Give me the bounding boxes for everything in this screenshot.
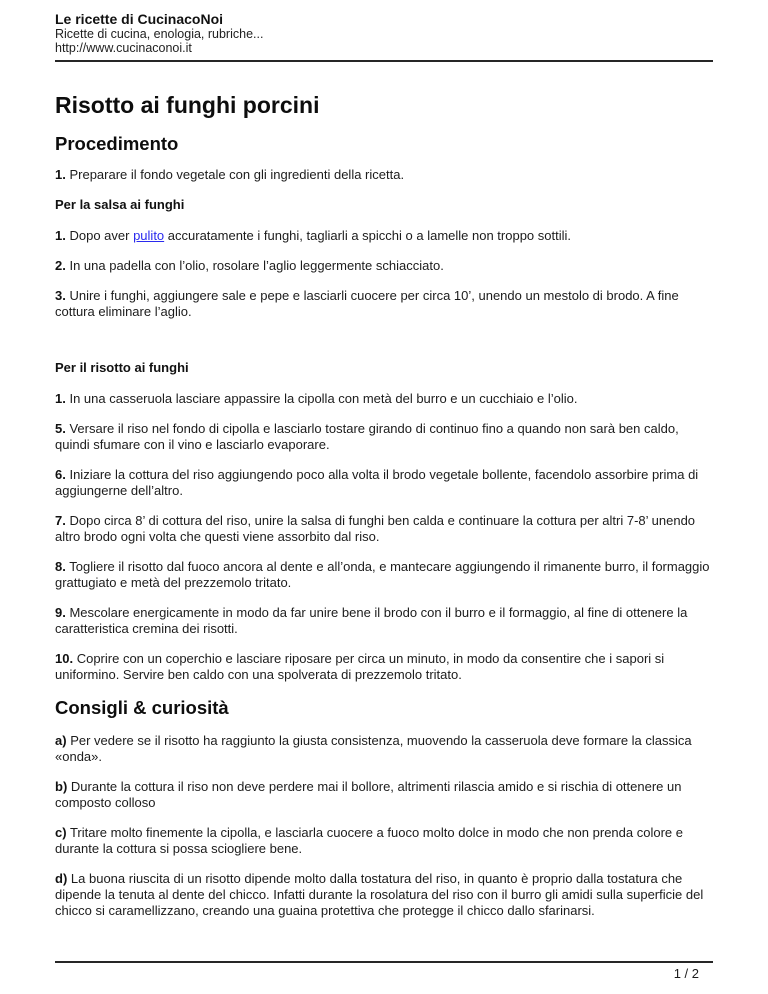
section-heading-procedimento: Procedimento [55, 133, 179, 154]
step-paragraph-risotto-1 [55, 391, 713, 407]
step-paragraph-salsa-3 [55, 288, 713, 320]
section-heading-consigli: Consigli & curiosità [55, 697, 229, 718]
tip-paragraph-c [55, 825, 713, 857]
step-paragraph-salsa-1 [55, 228, 713, 244]
subsection-heading-risotto: Per il risotto ai funghi [55, 360, 189, 375]
step-text: Versare il riso nel fondo di cipolla e lasciarlo tostare girando di continuo fino a quando non sarà ben caldo, quindi sfumare con il vino e lasciarlo evaporare. [55, 421, 679, 452]
step-text: In una padella con l’olio, rosolare l’aglio leggermente schiacciato. [69, 258, 444, 273]
step-text: Iniziare la cottura del riso aggiungendo poco alla volta il brodo vegetale bollente, facendolo assorbire prima di aggiungerne dell’altro. [55, 467, 699, 498]
step-text: Dopo aver [69, 228, 130, 243]
step-number: 1. [55, 228, 66, 243]
step-number: 8. [55, 559, 66, 574]
page-number: 1 / 2 [673, 966, 699, 981]
step-paragraph-risotto-7 [55, 513, 713, 545]
step-text: Coprire con un coperchio e lasciare riposare per circa un minuto, in modo da consentire che i sapori si uniformino. Servire ben caldo con una spolverata di prezzemolo tritato. [55, 651, 665, 682]
step-text: Mescolare energicamente in modo da far unire bene il brodo con il burro e il formaggio, al fine di ottenere la caratteristica cremina dei risotti. [55, 605, 688, 636]
tip-text: La buona riuscita di un risotto dipende molto dalla tostatura del riso, in quanto è proprio dalla tostatura che dipende la tenuta al dente del chicco. Infatti durante la rosolatura del riso con il burro gli amidi sulla superficie del chicco si caramellizzano, creando una guaina protettiva che protegge il chicco dallo sfarinarsi. [55, 871, 704, 918]
pulito-link[interactable]: pulito [133, 228, 165, 243]
tip-text: Per vedere se il risotto ha raggiunto la giusta consistenza, muovendo la casseruola deve formare la classica «onda». [55, 733, 692, 764]
step-number: 9. [55, 605, 66, 620]
page-content [55, 0, 713, 933]
step-number: 10. [55, 651, 74, 666]
step-paragraph-risotto-5 [55, 421, 713, 453]
page-footer [55, 956, 713, 981]
step-text: Unire i funghi, aggiungere sale e pepe e lasciarli cuocere per circa 10’, unendo un mestolo di brodo. A fine cottura eliminare l’aglio. [55, 288, 679, 319]
tip-letter: d) [55, 871, 68, 886]
step-number: 6. [55, 467, 66, 482]
site-url: http://www.cucinaconoi.it [55, 41, 192, 55]
subsection-heading-salsa: Per la salsa ai funghi [55, 197, 185, 212]
site-header [55, 0, 713, 62]
site-subtitle: Ricette di cucina, enologia, rubriche... [55, 27, 264, 41]
site-title: Le ricette di CucinacoNoi [55, 11, 224, 27]
tip-letter: b) [55, 779, 68, 794]
step-paragraph-risotto-6 [55, 467, 713, 499]
footer-divider [55, 961, 713, 963]
step-paragraph-risotto-10 [55, 651, 713, 683]
step-paragraph-risotto-8 [55, 559, 713, 591]
step-number: 5. [55, 421, 66, 436]
step-text: In una casseruola lasciare appassire la cipolla con metà del burro e un cucchiaio e l’olio. [69, 391, 578, 406]
recipe-title: Risotto ai funghi porcini [55, 92, 320, 118]
step-number: 1. [55, 167, 66, 182]
step-number: 3. [55, 288, 66, 303]
step-number: 1. [55, 391, 66, 406]
blank-line-spacer [55, 334, 713, 360]
step-text: accuratamente i funghi, tagliarli a spicchi o a lamelle non troppo sottili. [167, 228, 571, 243]
step-paragraph-salsa-2 [55, 258, 713, 274]
tip-text: Durante la cottura il riso non deve perdere mai il bollore, altrimenti rilascia amido e si rischia di ottenere un composto colloso [55, 779, 682, 810]
tip-letter: c) [55, 825, 67, 840]
step-number: 2. [55, 258, 66, 273]
step-text: Preparare il fondo vegetale con gli ingredienti della ricetta. [69, 167, 405, 182]
tip-text: Tritare molto finemente la cipolla, e lasciarla cuocere a fuoco molto dolce in modo che non prenda colore e durante la cottura si possa sciogliere bene. [55, 825, 683, 856]
header-divider [55, 60, 713, 62]
step-text: Dopo circa 8’ di cottura del riso, unire la salsa di funghi ben calda e continuare la cottura per altri 7-8’ unendo altro brodo ogni volta che questi viene assorbito dal riso. [55, 513, 696, 544]
step-text: Togliere il risotto dal fuoco ancora al dente e all’onda, e mantecare aggiungendo il rimanente burro, il formaggio grattugiato e metà del prezzemolo tritato. [55, 559, 710, 590]
tip-paragraph-a [55, 733, 713, 765]
step-paragraph-intro [55, 167, 713, 183]
step-number: 7. [55, 513, 66, 528]
tip-letter: a) [55, 733, 67, 748]
tip-paragraph-b [55, 779, 713, 811]
tip-paragraph-d [55, 871, 713, 919]
step-paragraph-risotto-9 [55, 605, 713, 637]
